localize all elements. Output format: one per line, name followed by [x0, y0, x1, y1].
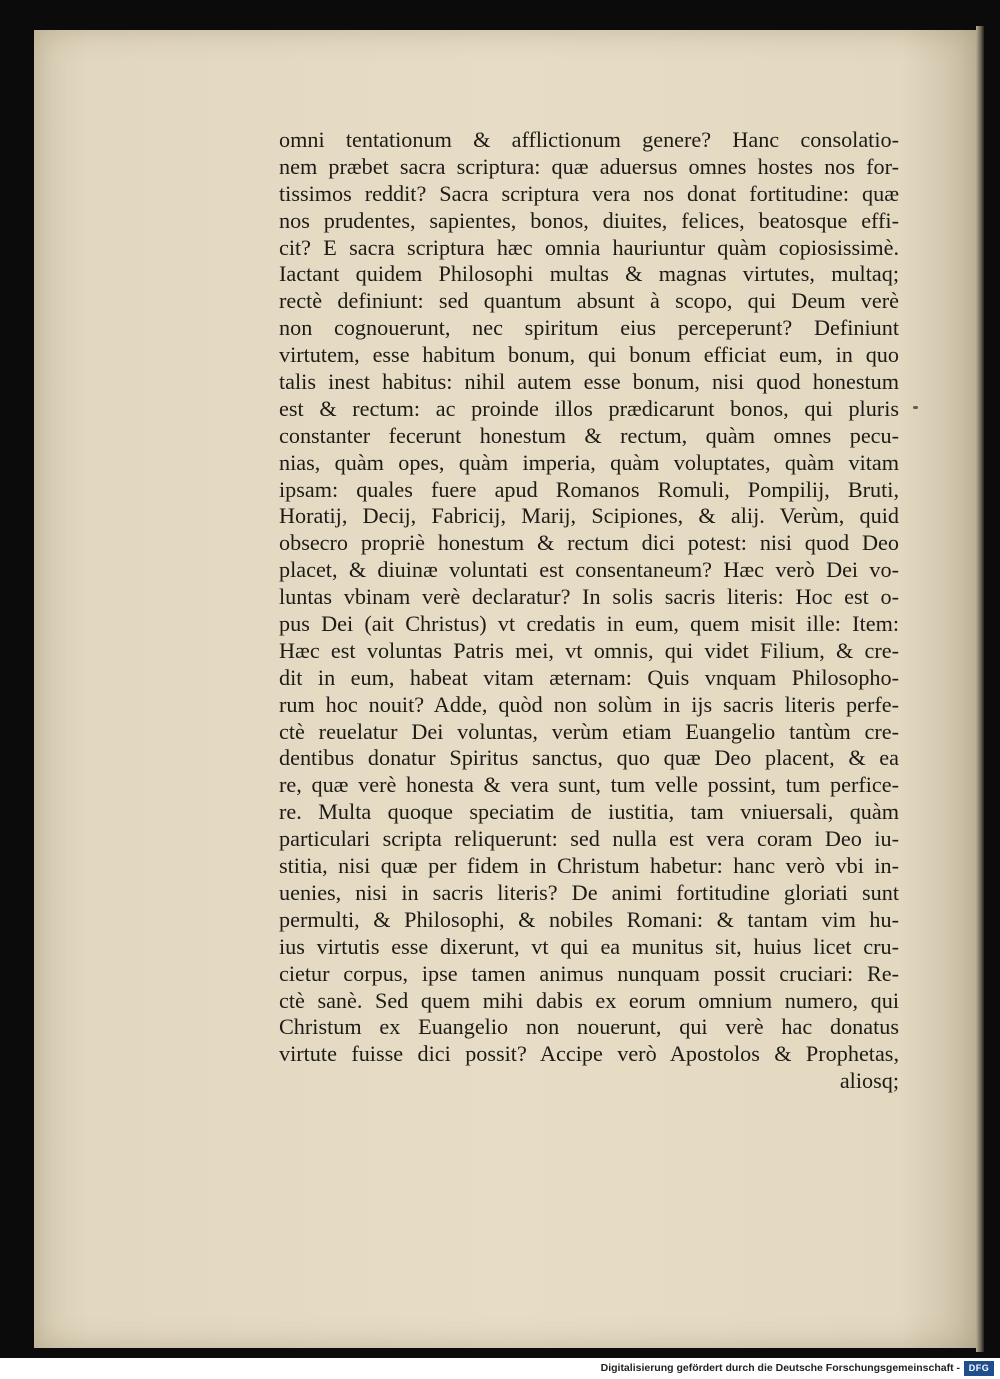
text-line: non cognouerunt, nec spiritum eius perceperunt? Definiunt	[279, 315, 899, 341]
text-line: Horatij, Decij, Fabricij, Marij, Scipiones, & alij. Verùm, quid	[279, 503, 899, 529]
margin-ink-mark	[913, 406, 918, 409]
catchword: aliosq;	[839, 1068, 899, 1094]
text-line: Hæc est voluntas Patris mei, vt omnis, qui videt Filium, & cre-	[279, 637, 899, 663]
text-line: cietur corpus, ipse tamen animus nunquam possit cruciari: Re-	[279, 960, 899, 986]
text-line: est & rectum: ac proinde illos prædicarunt bonos, qui pluris	[279, 395, 899, 421]
text-line: uenies, nisi in sacris literis? De animi fortitudine gloriati sunt	[279, 879, 899, 905]
text-line: rectè definiunt: sed quantum absunt à scopo, qui Deum verè	[279, 288, 899, 314]
page-edge	[976, 26, 984, 1352]
page-text-block	[279, 127, 899, 1095]
text-line: nos prudentes, sapientes, bonos, diuites, felices, beatosque effi-	[279, 207, 899, 233]
book-page	[34, 30, 976, 1348]
footer-credit-text: Digitalisierung gefördert durch die Deutsche Forschungsgemeinschaft -	[600, 1362, 960, 1374]
text-line: cit? E sacra scriptura hæc omnia hauriuntur quàm copiosissimè.	[279, 234, 899, 260]
text-line: pus Dei (ait Christus) vt credatis in eum, quem misit ille: Item:	[279, 611, 899, 637]
text-line: ctè sanè. Sed quem mihi dabis ex eorum omnium numero, qui	[279, 987, 899, 1013]
text-line: stitia, nisi quæ per fidem in Christum habetur: hanc verò vbi in-	[279, 853, 899, 879]
text-line: virtutem, esse habitum bonum, qui bonum efficiat eum, in quo	[279, 342, 899, 368]
digitization-footer	[0, 1358, 1000, 1379]
text-line: obsecro propriè honestum & rectum dici potest: nisi quod Deo	[279, 530, 899, 556]
text-line: re, quæ verè honesta & vera sunt, tum velle possint, tum perfice-	[279, 772, 899, 798]
text-line: dit in eum, habeat vitam æternam: Quis vnquam Philosopho-	[279, 664, 899, 690]
text-line: tissimos reddit? Sacra scriptura vera nos donat fortitudine: quæ	[279, 180, 899, 206]
text-line: re. Multa quoque speciatim de iustitia, tam vniuersali, quàm	[279, 799, 899, 825]
text-line: Iactant quidem Philosophi multas & magnas virtutes, multaq;	[279, 261, 899, 287]
text-line: nias, quàm opes, quàm imperia, quàm voluptates, quàm vitam	[279, 449, 899, 475]
text-line: luntas vbinam verè declaratur? In solis sacris literis: Hoc est o-	[279, 584, 899, 610]
text-line: placet, & diuinæ voluntati est consentaneum? Hæc verò Dei vo-	[279, 557, 899, 583]
text-line: permulti, & Philosophi, & nobiles Romani: & tantam vim hu-	[279, 906, 899, 932]
text-line: virtute fuisse dici possit? Accipe verò Apostolos & Prophetas,	[279, 1041, 899, 1067]
text-line: talis inest habitus: nihil autem esse bonum, nisi quod honestum	[279, 369, 899, 395]
text-line: dentibus donatur Spiritus sanctus, quo quæ Deo placent, & ea	[279, 745, 899, 771]
text-line: nem præbet sacra scriptura: quæ aduersus omnes hostes nos for-	[279, 153, 899, 179]
text-line: Christum ex Euangelio non nouerunt, qui verè hac donatus	[279, 1014, 899, 1040]
dfg-logo: DFG	[964, 1361, 994, 1376]
text-line: constanter fecerunt honestum & rectum, quàm omnes pecu-	[279, 422, 899, 448]
text-line: ctè reuelatur Dei voluntas, verùm etiam Euangelio tantùm cre-	[279, 718, 899, 744]
text-line: ius virtutis esse dixerunt, vt qui ea munitus sit, huius licet cru-	[279, 933, 899, 959]
text-line: rum hoc nouit? Adde, quòd non solùm in ijs sacris literis perfe-	[279, 691, 899, 717]
text-line: omni tentationum & afflictionum genere? Hanc consolatio-	[279, 127, 899, 152]
text-line: ipsam: quales fuere apud Romanos Romuli, Pompilij, Bruti,	[279, 476, 899, 502]
text-line: particulari scripta reliquerunt: sed nulla est vera coram Deo iu-	[279, 826, 899, 852]
